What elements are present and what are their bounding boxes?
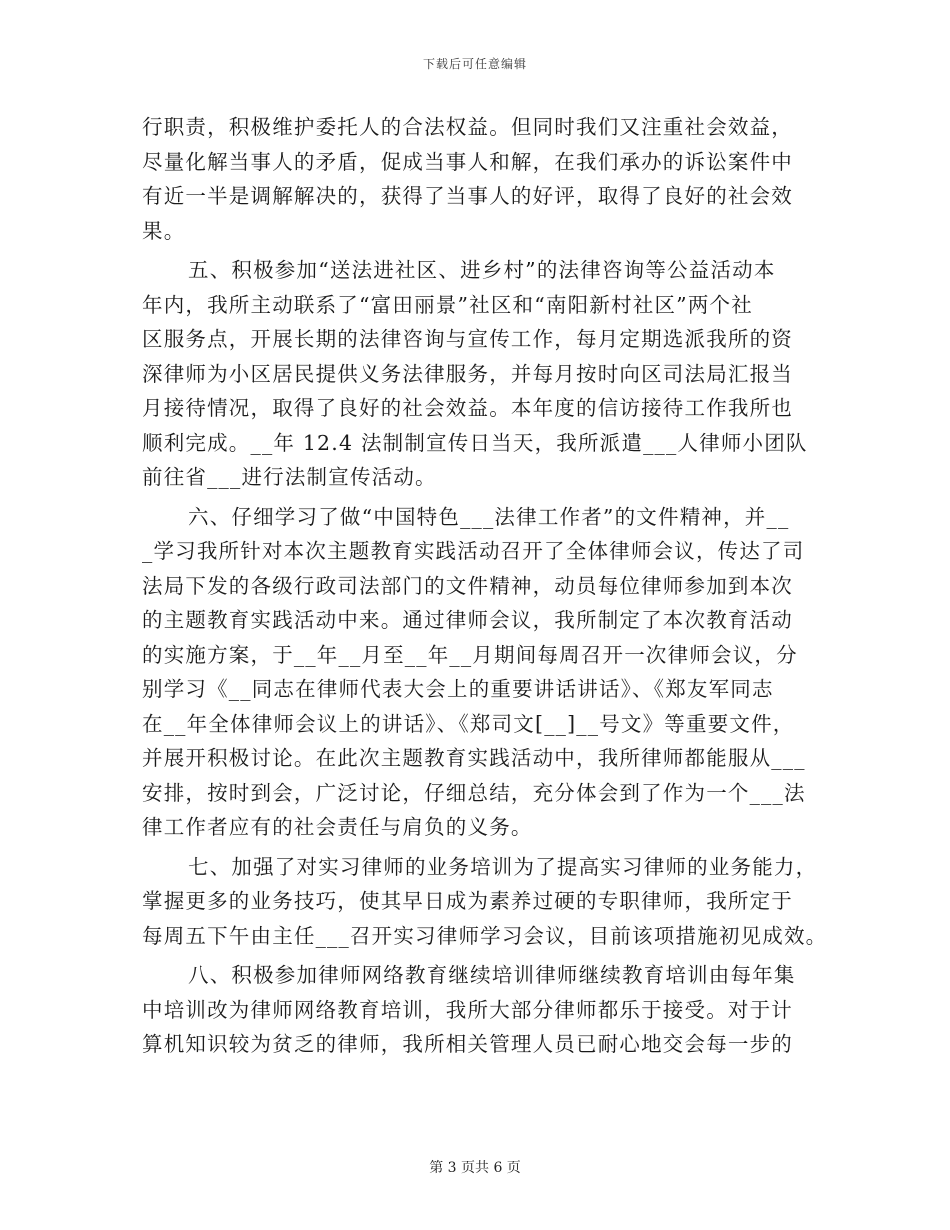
text-line: 深律师为小区居民提供义务法律服务，并每月按时向区司法局汇报当 <box>142 361 793 386</box>
paragraph-8-start: 八、积极参加律师网络教育继续培训律师继续教育培训由每年集 <box>188 963 796 987</box>
text-line: 果。 <box>142 218 186 243</box>
text-line: 每周五下午由主任___召开实习律师学习会议，目前该项措施初见成效。 <box>142 923 828 948</box>
text-line: 行职责，积极维护委托人的合法权益。但同时我们又注重社会效益， <box>142 115 793 139</box>
text-line: 中培训改为律师网络教育培训，我所大部分律师都乐于接受。对于计 <box>142 997 793 1022</box>
text-line: 月接待情况，取得了良好的社会效益。本年度的信访接待工作我所也 <box>142 396 793 420</box>
paragraph-5-start: 五、积极参加“送法进社区、进乡村”的法律咨询等公益活动本 <box>188 258 776 282</box>
text-line: 前往省___进行法制宣传活动。 <box>142 465 437 489</box>
text-line: 顺利完成。__年 12.4 法制制宣传日当天，我所派遣___人律师小团队 <box>142 430 808 455</box>
text-line: 尽量化解当事人的矛盾，促成当事人和解，在我们承办的诉讼案件中 <box>142 149 793 174</box>
text-line: 的实施方案，于__年__月至__年__月期间每周召开一次律师会议，分 <box>142 642 798 667</box>
page-header: 下载后可任意编辑 <box>422 57 527 71</box>
text-line: 掌握更多的业务技巧，使其早日成为素养过硬的专职律师，我所定于 <box>142 889 793 913</box>
text-line: 年内，我所主动联系了“富田丽景”社区和“南阳新村社区”两个社 <box>142 292 753 317</box>
document-body <box>142 110 832 1062</box>
paragraph-6-start: 六、仔细学习了做“中国特色___法律工作者”的文件精神，并__ <box>188 504 790 529</box>
paragraph-7-start: 七、加强了对实习律师的业务培训为了提高实习律师的业务能力， <box>188 854 818 879</box>
text-line: 并展开积极讨论。在此次主题教育实践活动中，我所律师都能服从___ <box>142 746 806 770</box>
text-line: 安排，按时到会，广泛讨论，仔细总结，充分体会到了作为一个___法 <box>142 780 806 805</box>
text-line: 算机知识较为贫乏的律师，我所相关管理人员已耐心地交会每一步的 <box>142 1032 793 1056</box>
text-line: 法局下发的各级行政司法部门的文件精神，动员每位律师参加到本次 <box>142 573 793 598</box>
page-number-footer: 第 3 页共 6 页 <box>429 1160 521 1176</box>
text-line: 的主题教育实践活动中来。通过律师会议，我所制定了本次教育活动 <box>142 608 793 632</box>
text-line: _学习我所针对本次主题教育实践活动召开了全体律师会议，传达了司 <box>142 539 805 563</box>
text-line: 别学习《__同志在律师代表大会上的重要讲话讲话》、《郑友军同志 <box>142 677 774 701</box>
text-line: 在__年全体律师会议上的讲话》、《郑司文[__]__号文》等重要文件， <box>142 711 795 736</box>
text-line: 律工作者应有的社会责任与肩负的义务。 <box>142 815 533 839</box>
text-line: 区服务点，开展长期的法律咨询与宣传工作，每月定期选派我所的资 <box>142 327 793 351</box>
text-line: 有近一半是调解解决的，获得了当事人的好评，取得了良好的社会效 <box>142 184 793 208</box>
